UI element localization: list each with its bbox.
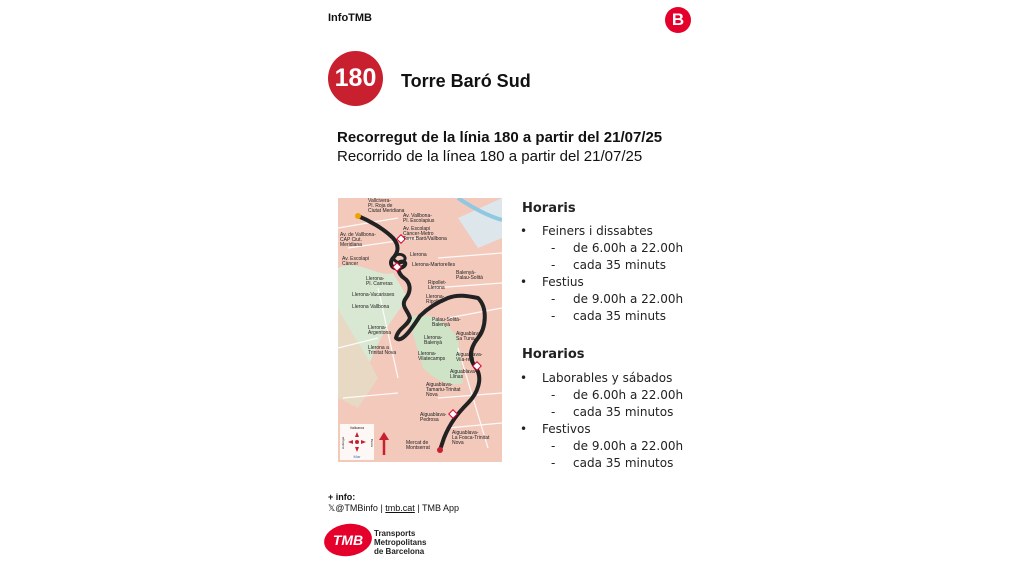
website-link[interactable]: tmb.cat — [385, 503, 415, 513]
stop-label: Aiguablava- — [456, 352, 483, 358]
stop-label: Aiguablava- — [450, 369, 477, 375]
bus-operator-icon — [665, 7, 691, 33]
title-catalan: Recorregut de la línia 180 a partir del 21/07/25 — [337, 129, 663, 146]
org-line: Transports — [374, 529, 416, 538]
stop-label: Av. Escolapi — [342, 256, 370, 262]
stop-label: Torre Baró/Vallbona — [403, 236, 447, 242]
stop-label: Aiguablava- — [426, 382, 453, 388]
org-line: de Barcelona — [374, 547, 425, 556]
stop-label: Aiguablava- — [456, 331, 483, 337]
route-terminus-end — [437, 447, 443, 453]
stop-label: Palau-Solità- — [432, 317, 461, 323]
stop-label: Argentona — [368, 330, 392, 336]
separator: | — [417, 503, 420, 513]
stop-label: Aiguablava- — [452, 430, 479, 436]
stop-label: Aiguablava- — [420, 412, 447, 418]
stop-label: Pl. Escolapius — [403, 218, 435, 224]
stop-label: Av. Vallbona- — [403, 213, 432, 219]
stop-label: Ripollet- — [428, 280, 447, 286]
tmb-logo-text: TMB — [332, 532, 364, 548]
stop-label: Tamariu-Trinitat — [426, 387, 461, 393]
stop-label: Balenyà — [432, 322, 451, 328]
stop-label: Nova — [452, 440, 464, 446]
stop-label: Vila-real — [456, 357, 475, 363]
stop-label: Llerona- — [368, 325, 387, 331]
schedule-frequency: - cada 35 minutos — [573, 456, 673, 470]
schedule-hours: - de 6.00h a 22.00h — [573, 388, 683, 402]
stop-label: Llerona — [428, 285, 445, 291]
stop-label: Av. Escolapi — [403, 226, 431, 232]
stop-label: Llerona- — [418, 351, 437, 357]
compass-east-label: Besòs — [370, 438, 374, 448]
stop-label: Trinitat Nova — [368, 350, 397, 356]
stop-label: La Fosca-Trinitat — [452, 435, 490, 441]
operator-letter: B — [671, 10, 685, 29]
separator: | — [380, 503, 383, 513]
schedule-heading-ca: Horaris — [522, 201, 576, 216]
org-line: Metropolitans — [374, 538, 427, 547]
schedule-group-label: • Festius — [542, 275, 584, 289]
stop-label: Vilatecamps — [418, 356, 446, 362]
stop-label: Llerona-Martorelles — [412, 262, 456, 268]
stop-label: Ripollet — [426, 299, 443, 305]
stop-label: CAP Ciut. — [340, 237, 362, 243]
x-handle-link[interactable]: @TMBinfo — [335, 503, 378, 513]
stop-label: Mercat de — [406, 440, 429, 446]
brand-label: InfoTMB — [328, 12, 372, 24]
stop-label: Càncer — [342, 261, 359, 267]
compass-rose — [340, 424, 374, 460]
compass-south-label: Mar — [353, 454, 361, 459]
stop-label: Llerona- — [426, 294, 445, 300]
schedule-group-label: • Feiners i dissabtes — [542, 224, 653, 238]
stop-label: Llerona-Vacarisses — [352, 292, 395, 298]
schedule-frequency: - cada 35 minuts — [573, 309, 666, 323]
stop-label: Meridiana — [340, 242, 362, 248]
schedule-hours: - de 6.00h a 22.00h — [573, 241, 683, 255]
stop-label: Ciutat Meridiana — [368, 208, 405, 214]
info-label: + info: — [328, 492, 356, 502]
stop-label: Llinas — [450, 374, 464, 380]
stop-label: Llerona- — [366, 276, 385, 282]
schedule-hours: - de 9.00h a 22.00h — [573, 292, 683, 306]
schedule-group-label: • Laborables y sábados — [542, 371, 672, 385]
compass-north-label: Vallcarca — [349, 426, 365, 430]
stop-label: Pedrosa — [420, 417, 439, 423]
stop-label: Llerona- — [424, 335, 443, 341]
stop-label: Càncer-Metro — [403, 231, 434, 237]
title-spanish: Recorrido de la línea 180 a partir del 21/07/25 — [337, 148, 643, 165]
stop-label: Llerona — [410, 252, 427, 258]
organization-name — [374, 529, 426, 556]
x-icon: 𝕏 — [328, 503, 336, 513]
stop-label: Palau-Solità — [456, 275, 483, 281]
app-link[interactable]: TMB App — [422, 503, 460, 513]
schedule-group-label: • Festivos — [542, 422, 591, 436]
stop-label: Vallcivera- — [368, 198, 391, 204]
stop-label: Av. de Vallbona- — [340, 232, 376, 238]
stop-label: Llerona a — [368, 345, 389, 351]
route-map — [338, 198, 502, 462]
stop-label: Pl. Carreras — [366, 281, 393, 287]
schedule-frequency: - cada 35 minuts — [573, 258, 666, 272]
line-name: Torre Baró Sud — [401, 71, 531, 91]
route-terminus-start — [355, 213, 361, 219]
line-number-badge: 180 — [328, 51, 383, 106]
stop-label: Llerona Vallbona — [352, 304, 390, 310]
compass-west-label: Llobregat — [341, 436, 345, 450]
schedule-heading-es: Horarios — [522, 347, 585, 362]
stop-label: Sa Tuna — [456, 336, 475, 342]
stop-label: Nova — [426, 392, 438, 398]
schedule-hours: - de 9.00h a 22.00h — [573, 439, 683, 453]
tmb-logo — [323, 522, 373, 558]
stop-label: Pl. Roja de — [368, 203, 393, 209]
schedule-frequency: - cada 35 minutos — [573, 405, 673, 419]
stop-label: Balenyà — [424, 340, 443, 346]
stop-label: Montserrat — [406, 445, 430, 451]
stop-label: Balenyà- — [456, 270, 476, 276]
info-block — [328, 492, 459, 514]
